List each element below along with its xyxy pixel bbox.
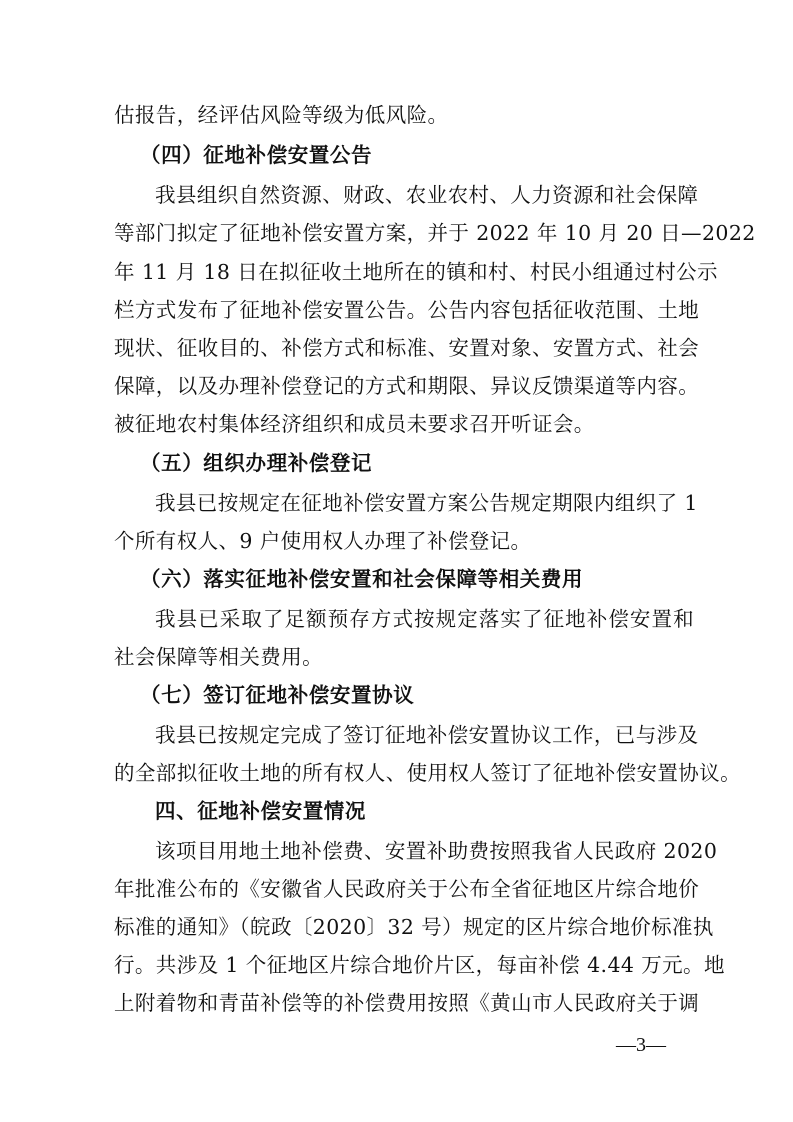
paragraph-line: 现状、征收目的、补偿方式和标准、安置对象、安置方式、社会: [114, 336, 700, 360]
paragraph-line: 年批准公布的《安徽省人民政府关于公布全省征地区片综合地价: [114, 877, 700, 901]
paragraph-line: 我县已按规定在征地补偿安置方案公告规定期限内组织了 1: [155, 491, 698, 515]
paragraph-line: 行。共涉及 1 个征地区片综合地价片区，每亩补偿 4.44 万元。地: [114, 953, 725, 977]
paragraph-line: 我县组织自然资源、财政、农业农村、人力资源和社会保障: [155, 183, 699, 207]
paragraph-line: 等部门拟定了征地补偿安置方案，并于 2022 年 10 月 20 日—2022: [114, 221, 756, 245]
section-heading-7: （七）签订征地补偿安置协议: [140, 683, 415, 707]
paragraph-line: 估报告，经评估风险等级为低风险。: [114, 103, 449, 127]
section-heading-4: （四）征地补偿安置公告: [140, 143, 373, 167]
section-heading-iv: 四、征地补偿安置情况: [155, 799, 366, 823]
paragraph-line: 栏方式发布了征地补偿安置公告。公告内容包括征收范围、土地: [114, 298, 700, 322]
paragraph-line: 上附着物和青苗补偿等的补偿费用按照《黄山市人民政府关于调: [114, 991, 700, 1015]
paragraph-line: 该项目用地土地补偿费、安置补助费按照我省人民政府 2020: [155, 839, 718, 863]
paragraph-line: 的全部拟征收土地的所有权人、使用权人签订了征地补偿安置协议。: [114, 761, 741, 785]
page-number: —3—: [616, 1034, 666, 1056]
paragraph-line: 社会保障等相关费用。: [114, 645, 323, 669]
paragraph-line: 保障，以及办理补偿登记的方式和期限、异议反馈渠道等内容。: [114, 374, 700, 398]
paragraph-line: 我县已采取了足额预存方式按规定落实了征地补偿安置和: [155, 607, 694, 631]
paragraph-line: 被征地农村集体经济组织和成员未要求召开听证会。: [114, 412, 595, 436]
section-heading-6: （六）落实征地补偿安置和社会保障等相关费用: [140, 567, 584, 591]
paragraph-line: 年 11 月 18 日在拟征收土地所在的镇和村、村民小组通过村公示: [114, 260, 718, 284]
paragraph-line: 标准的通知》（皖政〔2020〕32 号）规定的区片综合地价标准执: [114, 915, 714, 939]
paragraph-line: 我县已按规定完成了签订征地补偿安置协议工作，已与涉及: [155, 723, 699, 747]
paragraph-line: 个所有权人、9 户使用权人办理了补偿登记。: [114, 529, 532, 553]
section-heading-5: （五）组织办理补偿登记: [140, 451, 373, 475]
